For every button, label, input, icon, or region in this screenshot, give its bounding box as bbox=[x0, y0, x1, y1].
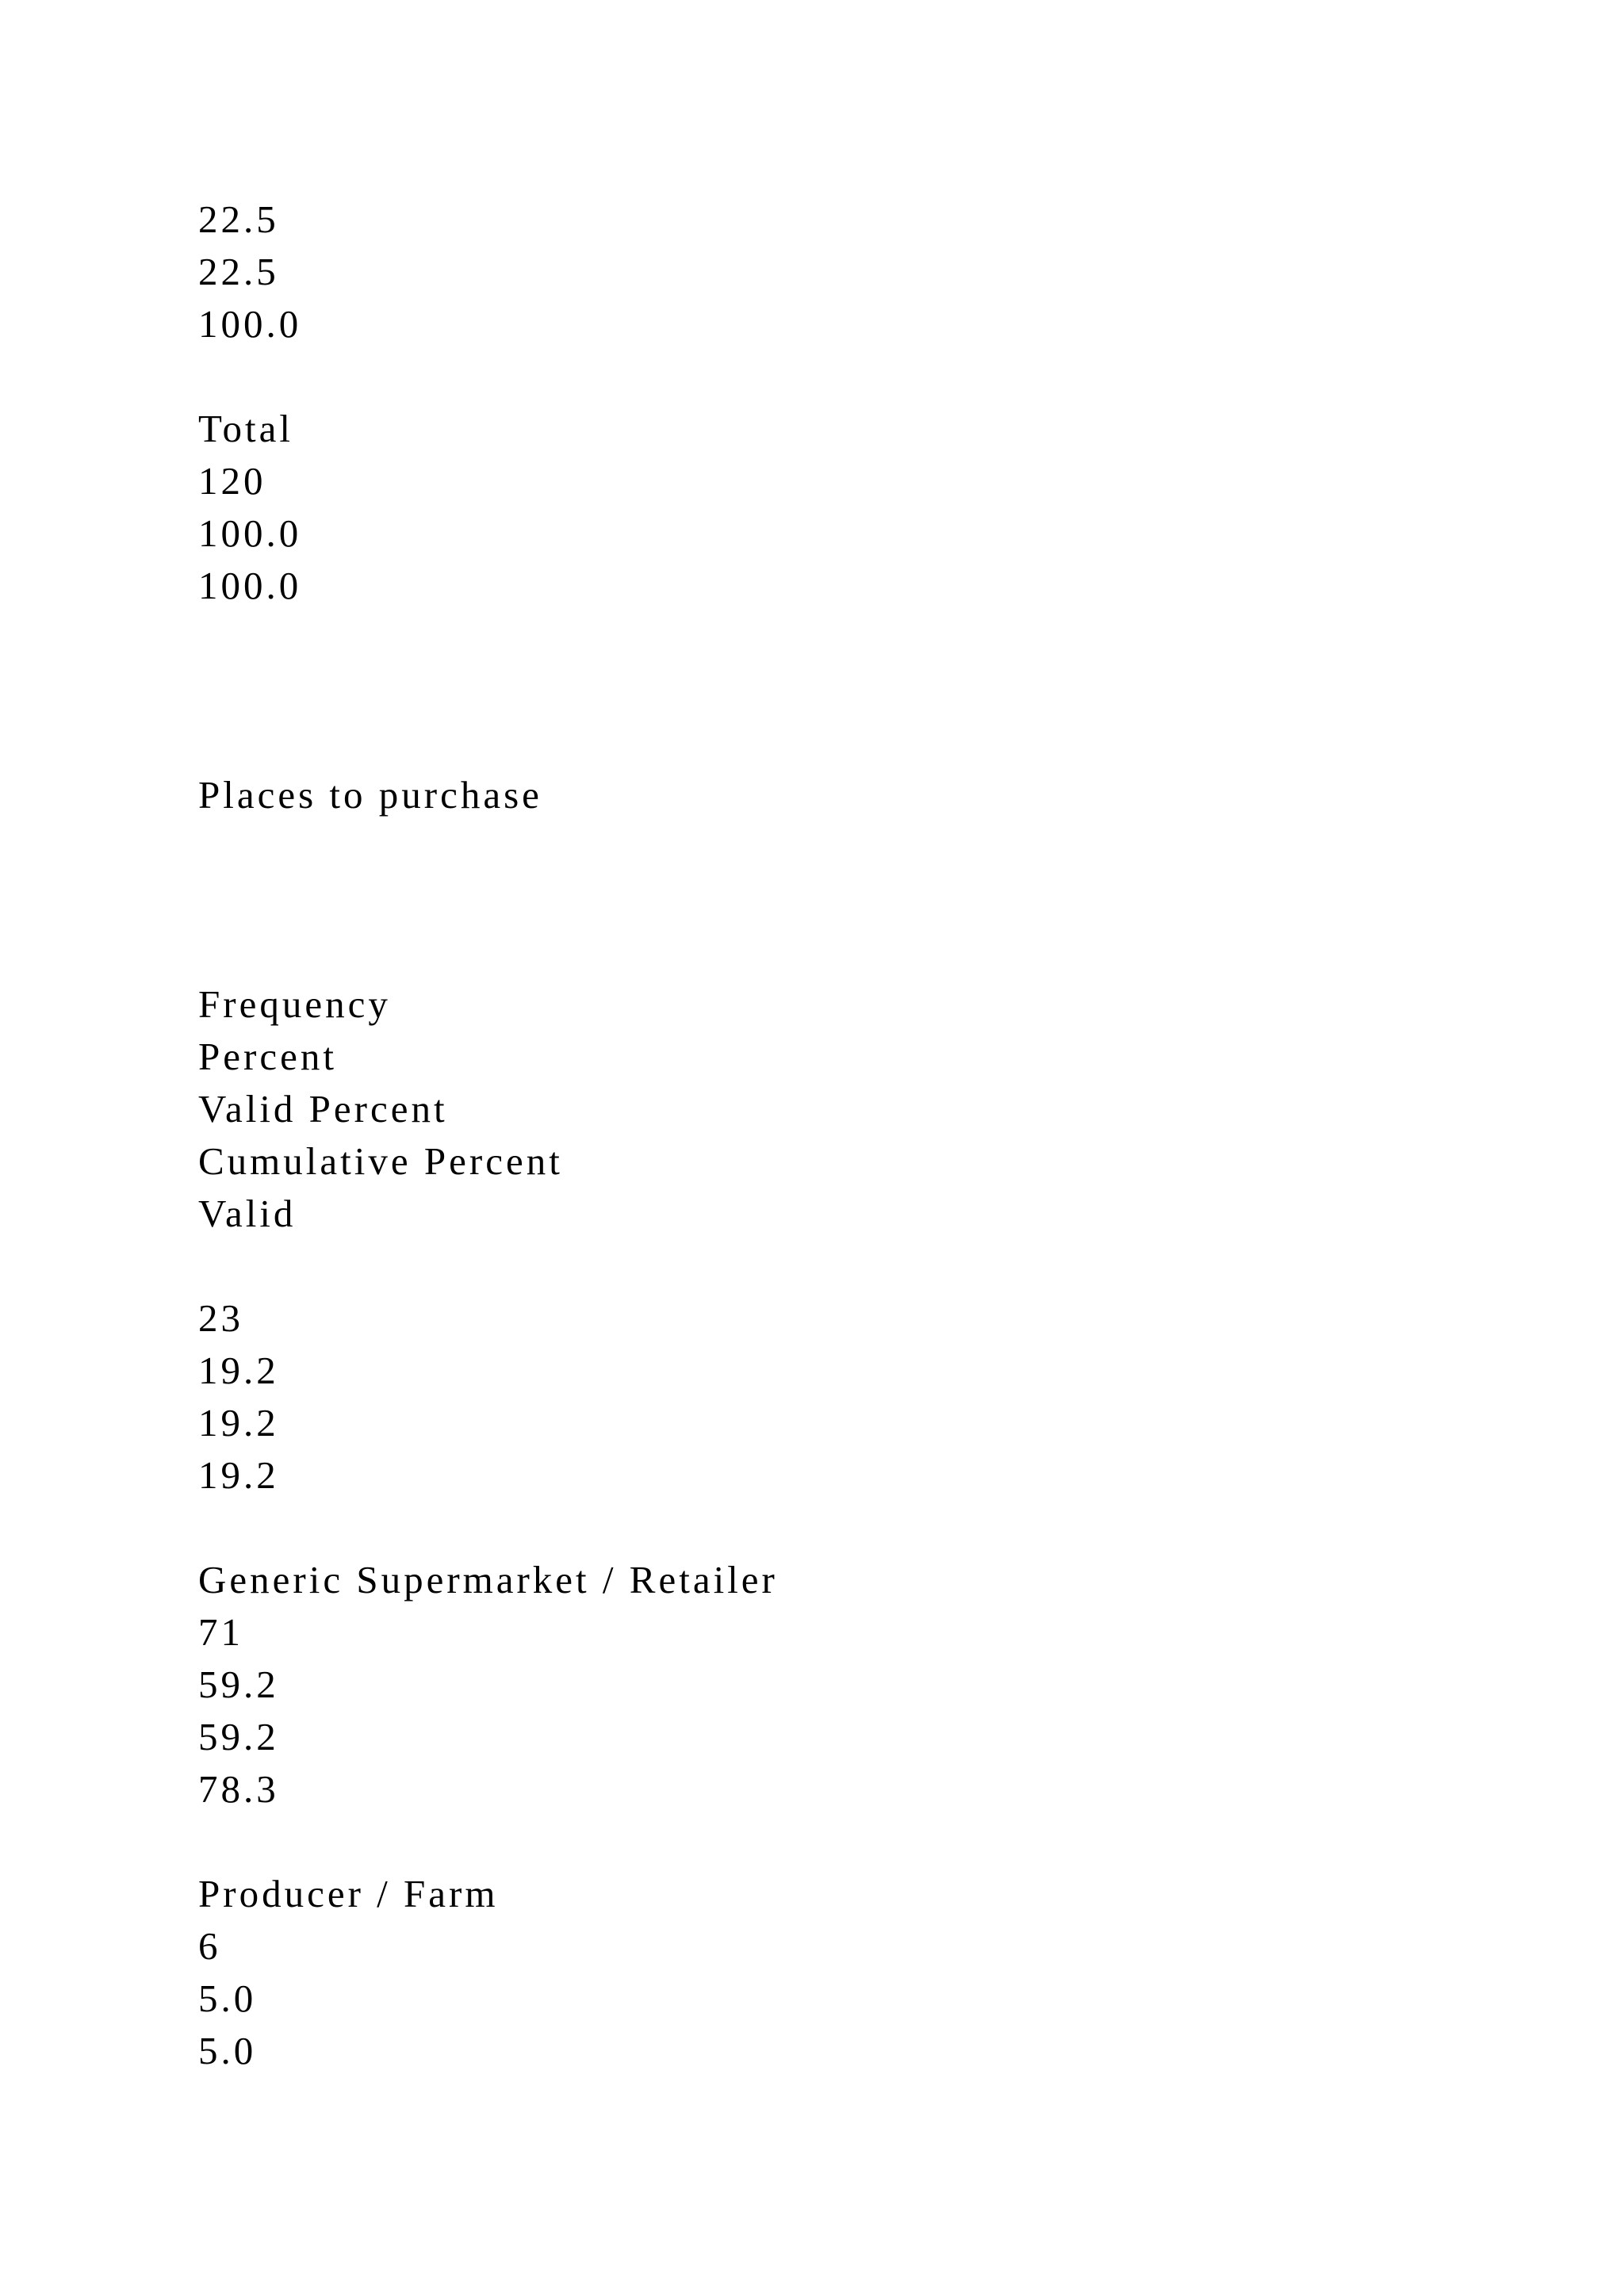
blank-line bbox=[198, 664, 1546, 717]
text-line: Total bbox=[198, 407, 293, 450]
column-header: Cumulative Percent bbox=[198, 1139, 563, 1183]
blank-line bbox=[198, 350, 1546, 403]
text-line: 78.3 bbox=[198, 1767, 279, 1811]
text-line: 100.0 bbox=[198, 511, 302, 555]
table-title: Places to purchase bbox=[198, 773, 542, 817]
blank-line bbox=[198, 1240, 1546, 1292]
text-line: 59.2 bbox=[198, 1715, 279, 1758]
blank-line bbox=[198, 717, 1546, 769]
text-line: 19.2 bbox=[198, 1401, 279, 1445]
text-line: 59.2 bbox=[198, 1663, 279, 1706]
column-header: Frequency bbox=[198, 982, 391, 1026]
blank-line bbox=[198, 1502, 1546, 1554]
row-label: Generic Supermarket / Retailer bbox=[198, 1558, 778, 1601]
text-line: 23 bbox=[198, 1296, 243, 1340]
blank-line bbox=[198, 1816, 1546, 1868]
blank-line bbox=[198, 874, 1546, 926]
row-group-label: Valid bbox=[198, 1192, 297, 1235]
column-header: Valid Percent bbox=[198, 1087, 448, 1131]
document-text bbox=[198, 193, 1546, 2077]
text-line: 22.5 bbox=[198, 250, 279, 293]
text-line: 19.2 bbox=[198, 1453, 279, 1497]
blank-line bbox=[198, 926, 1546, 978]
text-line: 6 bbox=[198, 1924, 221, 1968]
text-line: 22.5 bbox=[198, 197, 279, 241]
text-line: 5.0 bbox=[198, 2029, 257, 2072]
column-header: Percent bbox=[198, 1035, 337, 1078]
text-line: 120 bbox=[198, 459, 266, 503]
text-line: 71 bbox=[198, 1610, 243, 1654]
text-line: 5.0 bbox=[198, 1976, 257, 2020]
blank-line bbox=[198, 821, 1546, 874]
blank-line bbox=[198, 612, 1546, 664]
text-line: 19.2 bbox=[198, 1349, 279, 1392]
text-line: 100.0 bbox=[198, 302, 302, 346]
text-line: 100.0 bbox=[198, 564, 302, 607]
row-label: Producer / Farm bbox=[198, 1872, 499, 1915]
